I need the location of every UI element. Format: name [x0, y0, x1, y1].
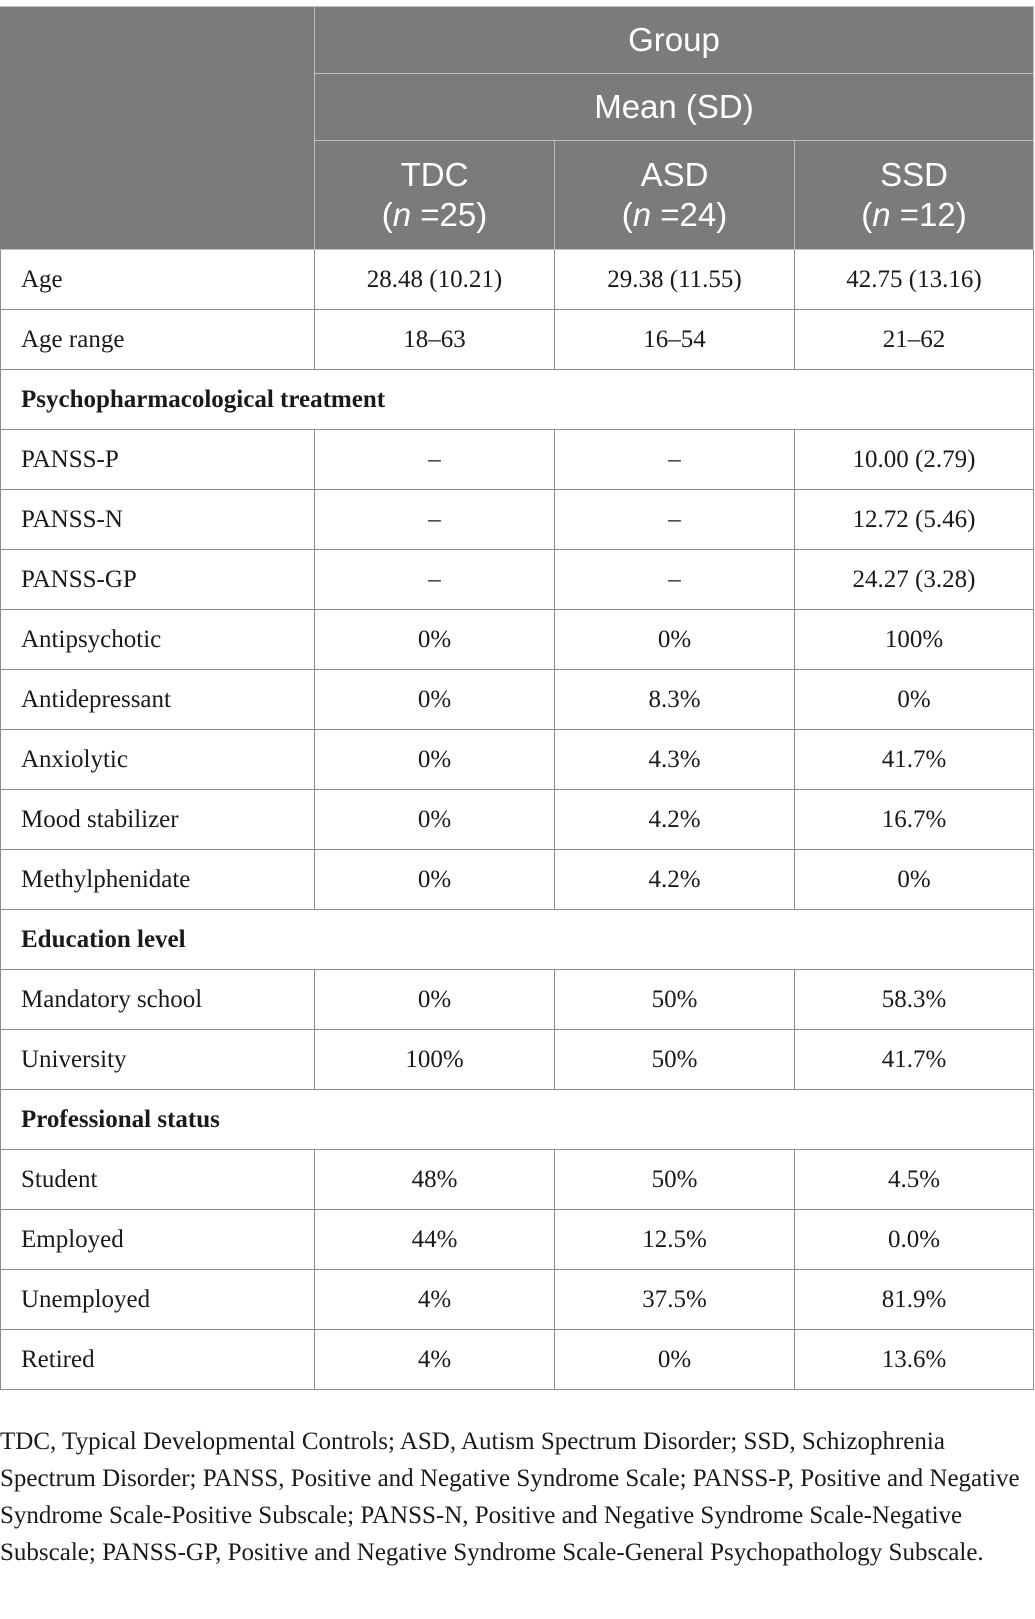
row-label: PANSS-N [1, 490, 315, 550]
row-label: Employed [1, 1210, 315, 1270]
table-row [1, 1210, 1034, 1270]
table-cell: 50% [555, 970, 795, 1030]
table-cell: 10.00 (2.79) [795, 430, 1034, 490]
column-name: SSD [880, 156, 948, 193]
section-heading: Professional status [1, 1090, 1034, 1150]
row-label: Antipsychotic [1, 610, 315, 670]
section-heading: Psychopharmacological treatment [1, 370, 1034, 430]
table-row [1, 610, 1034, 670]
n-label: n [632, 196, 652, 233]
table-cell: 100% [795, 610, 1034, 670]
table-cell: 18–63 [315, 310, 555, 370]
table-row [1, 490, 1034, 550]
table-cell: 0% [315, 670, 555, 730]
table-cell: 12.5% [555, 1210, 795, 1270]
table-row [1, 310, 1034, 370]
table-row [1, 850, 1034, 910]
table-cell: 81.9% [795, 1270, 1034, 1330]
table-cell: 21–62 [795, 310, 1034, 370]
table-cell: – [315, 430, 555, 490]
table-cell: 16–54 [555, 310, 795, 370]
table-cell: 44% [315, 1210, 555, 1270]
table-cell: 0% [795, 670, 1034, 730]
n-value: =12) [890, 196, 967, 233]
table-cell: 0% [315, 610, 555, 670]
table-cell: – [555, 490, 795, 550]
row-label: Unemployed [1, 1270, 315, 1330]
table-cell: 0% [315, 850, 555, 910]
table-body [1, 250, 1034, 1390]
column-header-ssd: SSD (n =12) [795, 141, 1034, 250]
table-row [1, 250, 1034, 310]
row-label: Student [1, 1150, 315, 1210]
section-heading: Education level [1, 910, 1034, 970]
table-row [1, 1270, 1034, 1330]
table-cell: 50% [555, 1030, 795, 1090]
table-cell: 4.3% [555, 730, 795, 790]
n-label: n [872, 196, 891, 233]
table-cell: 4% [315, 1270, 555, 1330]
table-row [1, 550, 1034, 610]
table-cell: 16.7% [795, 790, 1034, 850]
row-label: PANSS-GP [1, 550, 315, 610]
table-cell: 41.7% [795, 730, 1034, 790]
table-row [1, 430, 1034, 490]
table-cell: 24.27 (3.28) [795, 550, 1034, 610]
table-header [1, 7, 1034, 250]
table-cell: 0% [315, 790, 555, 850]
table-footnote: TDC, Typical Developmental Controls; ASD, Autism Spectrum Disorder; SSD, Schizophrenia Spectrum Disorder; PANSS, Positive and Negative Syndrome Scale; PANSS-P, Positive and Negative Syndrome Scale-Positive Subscale; PANSS-N, Positive and Negative Syndrome Scale-Negative Subscale; PANSS-GP, Positive and Negative Syndrome Scale-General Psychopathology Subscale. [0, 1428, 1020, 1566]
n-value: =25) [411, 196, 488, 233]
table-cell: 48% [315, 1150, 555, 1210]
table-cell: – [555, 430, 795, 490]
table-row [1, 1150, 1034, 1210]
table-cell: 0% [555, 1330, 795, 1390]
table-cell: 0% [315, 730, 555, 790]
table-cell: 58.3% [795, 970, 1034, 1030]
column-header-tdc: TDC (n =25) [315, 141, 555, 250]
table-cell: 41.7% [795, 1030, 1034, 1090]
table-cell: 4.2% [555, 790, 795, 850]
row-label: Age [1, 250, 315, 310]
table-cell: 28.48 (10.21) [315, 250, 555, 310]
column-name: ASD [640, 156, 709, 193]
table-row [1, 1030, 1034, 1090]
group-header: Group [315, 7, 1034, 74]
table-cell: 4.5% [795, 1150, 1034, 1210]
table-cell: 13.6% [795, 1330, 1034, 1390]
table-cell: 0% [315, 970, 555, 1030]
row-label: Mandatory school [1, 970, 315, 1030]
table-cell: 42.75 (13.16) [795, 250, 1034, 310]
row-label: Antidepressant [1, 670, 315, 730]
table-cell: 4.2% [555, 850, 795, 910]
table-row [1, 790, 1034, 850]
n-label: n [392, 196, 412, 233]
row-label: Age range [1, 310, 315, 370]
header-corner-cell [1, 7, 315, 250]
table-cell: 100% [315, 1030, 555, 1090]
table-row [1, 1330, 1034, 1390]
table-cell: 8.3% [555, 670, 795, 730]
table-cell: 50% [555, 1150, 795, 1210]
table-cell: 12.72 (5.46) [795, 490, 1034, 550]
table-cell: – [315, 490, 555, 550]
table-cell: – [555, 550, 795, 610]
row-label: Mood stabilizer [1, 790, 315, 850]
row-label: Retired [1, 1330, 315, 1390]
row-label: Methylphenidate [1, 850, 315, 910]
table-cell: 0% [795, 850, 1034, 910]
table-cell: 4% [315, 1330, 555, 1390]
section-row [1, 370, 1034, 430]
column-header-asd: ASD (n =24) [555, 141, 795, 250]
table-cell: 0.0% [795, 1210, 1034, 1270]
table-row [1, 970, 1034, 1030]
table-cell: – [315, 550, 555, 610]
section-row [1, 1090, 1034, 1150]
column-name: TDC [400, 156, 469, 193]
table-row [1, 670, 1034, 730]
row-label: University [1, 1030, 315, 1090]
stat-header: Mean (SD) [315, 74, 1034, 141]
section-row [1, 910, 1034, 970]
n-value: =24) [651, 196, 728, 233]
demographics-table [0, 6, 1034, 1390]
table-cell: 0% [555, 610, 795, 670]
row-label: Anxiolytic [1, 730, 315, 790]
table-row [1, 730, 1034, 790]
table-cell: 37.5% [555, 1270, 795, 1330]
row-label: PANSS-P [1, 430, 315, 490]
table-cell: 29.38 (11.55) [555, 250, 795, 310]
